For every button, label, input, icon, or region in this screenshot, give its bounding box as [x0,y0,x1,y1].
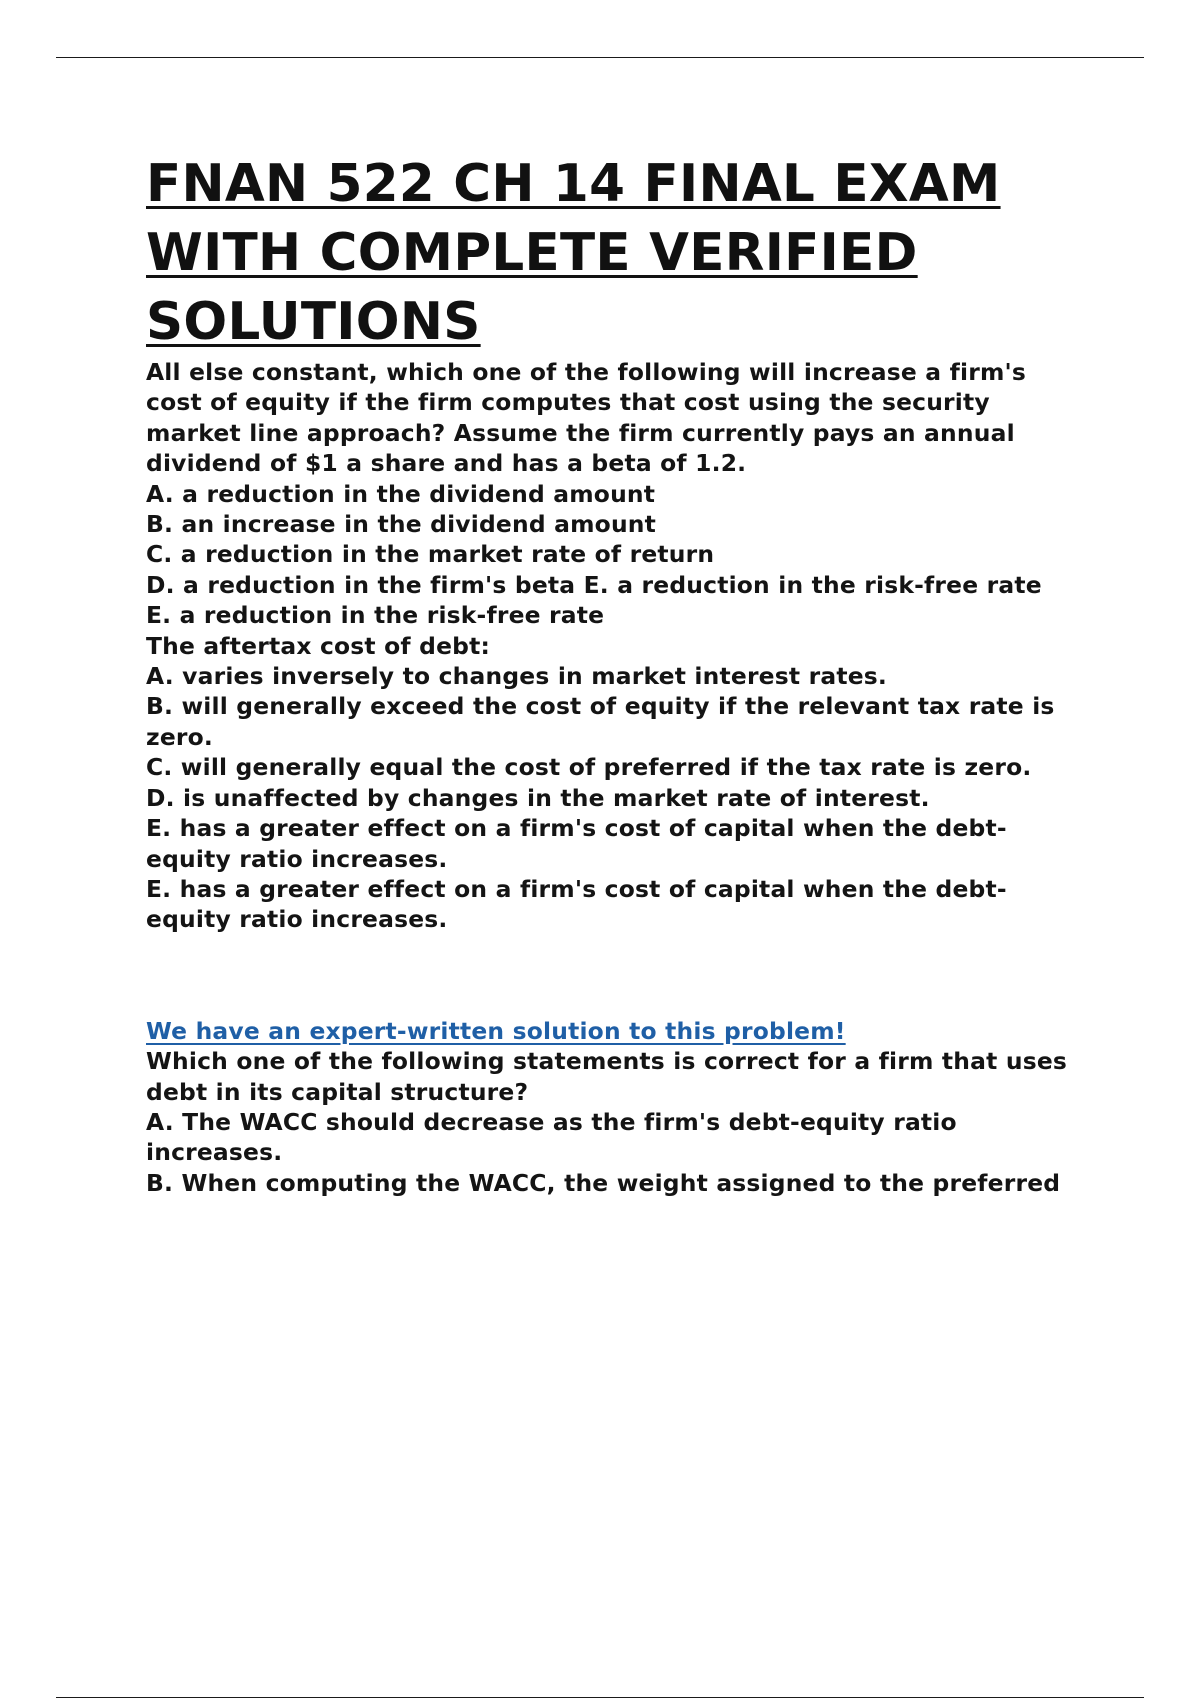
question-2-answer [146,874,1106,935]
option-line: B. will generally exceed the cost of equity if the relevant tax rate is [146,692,1055,721]
document-title [146,150,1106,357]
option-line: E. has a greater effect on a firm's cost of capital when the debt- [146,814,1007,843]
question-1-options [146,479,1106,601]
option-line: D. is unaffected by changes in the market rate of interest. [146,783,930,812]
option-line: A. The WACC should decrease as the firm's debt-equity ratio [146,1107,957,1136]
stem-line: debt in its capital structure? [146,1077,529,1106]
document-body [146,150,1106,1198]
question-1-stem [146,357,1106,479]
option-line: equity ratio increases. [146,844,448,873]
option-line: zero. [146,722,213,751]
stem-line: cost of equity if the firm computes that cost using the security [146,388,990,417]
title-line: SOLUTIONS [146,292,481,352]
option-line: B. an increase in the dividend amount [146,510,657,539]
option-line: increases. [146,1138,283,1167]
question-3-options [146,1107,1106,1198]
question-3 [146,1046,1106,1198]
stem-line: The aftertax cost of debt: [146,631,491,660]
question-2-options [146,661,1106,874]
question-2 [146,631,1106,935]
bottom-rule [56,1697,1144,1698]
stem-line: Which one of the following statements is correct for a firm that uses [146,1047,1068,1076]
answer-line: E. has a greater effect on a firm's cost of capital when the debt- [146,874,1007,903]
question-1-answer [146,600,1106,630]
stem-line: dividend of $1 a share and has a beta of 1.2. [146,449,747,478]
title-line: WITH COMPLETE VERIFIED [146,223,918,283]
question-3-stem [146,1046,1106,1107]
stem-line: market line approach? Assume the firm currently pays an annual [146,418,1015,447]
option-line: C. a reduction in the market rate of return [146,540,715,569]
answer-line: E. a reduction in the risk-free rate [146,601,605,630]
option-line: A. varies inversely to changes in market interest rates. [146,662,887,691]
promo-block [146,935,1106,1046]
question-1 [146,357,1106,631]
expert-solution-link[interactable]: We have an expert-written solution to this problem! [146,1016,846,1045]
question-2-stem [146,631,1106,661]
top-rule [56,57,1144,58]
option-line: D. a reduction in the firm's beta E. a reduction in the risk-free rate [146,570,1042,599]
option-line: C. will generally equal the cost of preferred if the tax rate is zero. [146,753,1032,782]
option-line: B. When computing the WACC, the weight assigned to the preferred [146,1168,1061,1197]
answer-line: equity ratio increases. [146,905,448,934]
title-line: FNAN 522 CH 14 FINAL EXAM [146,154,1001,214]
stem-line: All else constant, which one of the following will increase a firm's [146,358,1027,386]
option-line: A. a reduction in the dividend amount [146,479,656,508]
